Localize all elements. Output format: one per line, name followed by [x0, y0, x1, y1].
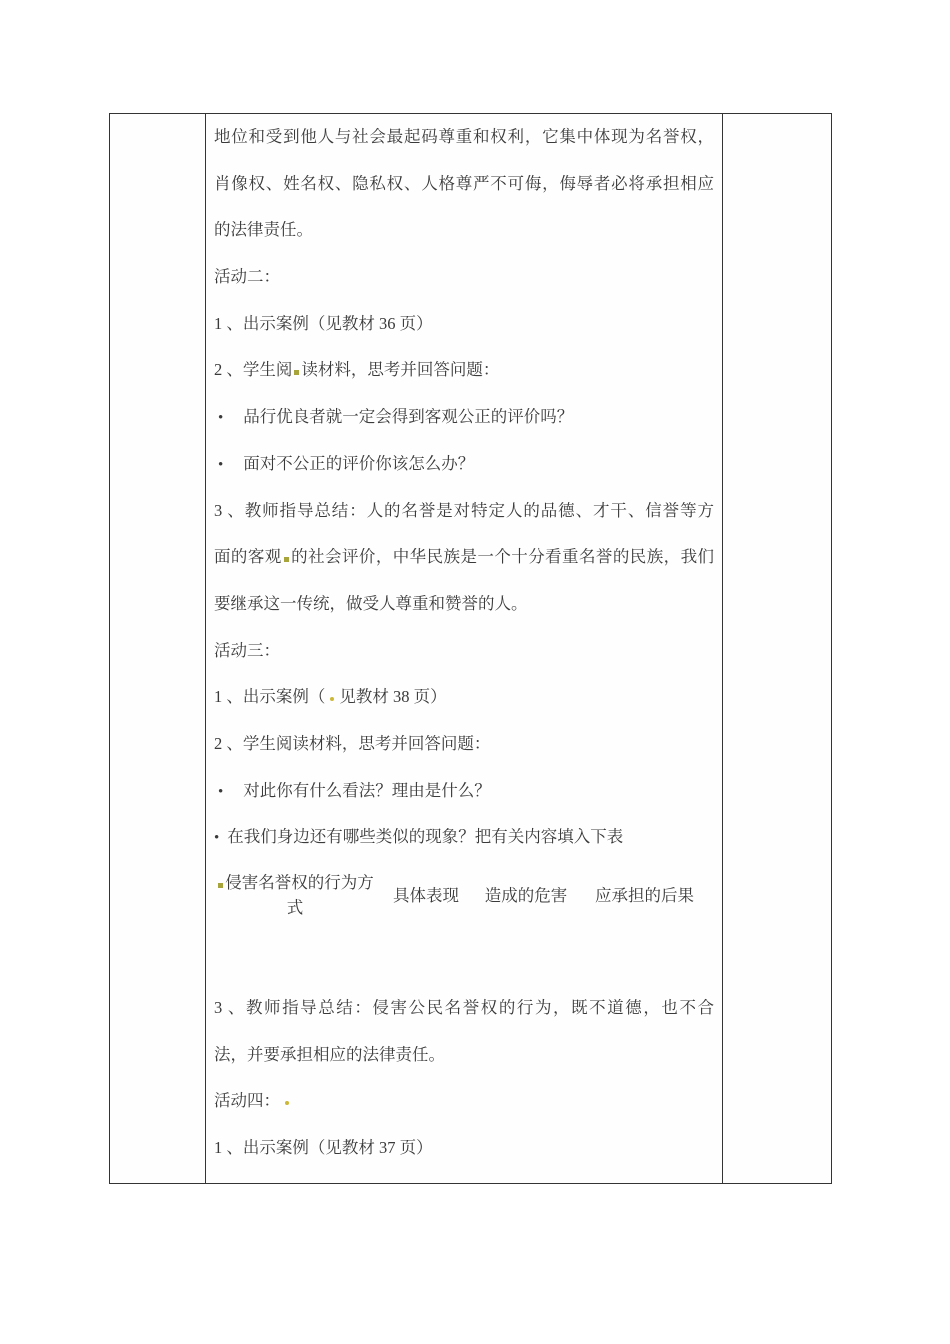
paragraph-line: [206, 534, 722, 581]
paragraph-line: 肖像权、姓名权、隐私权、人格尊严不可侮，侮辱者必将承担相应: [214, 173, 714, 193]
paragraph-line: 活动三：: [214, 640, 280, 660]
proofing-mark-icon: [218, 883, 223, 888]
paragraph-line: [206, 814, 722, 861]
text-segment: 品行优良者就一定会得到客观公正的评价吗？: [243, 407, 574, 427]
text-segment: 在我们身边还有哪些类似的现象？把有关内容填入下表: [227, 827, 624, 847]
paragraph-line: [206, 441, 722, 488]
paragraph-line: 要继承这一传统，做受人尊重和赞誉的人。: [214, 593, 528, 613]
inner-table-header-cell: 应承担的后果: [595, 885, 694, 905]
proofing-mark-icon: [330, 697, 334, 701]
paragraph-line: [206, 347, 722, 394]
text-segment: 面对不公正的评价你该怎么办？: [243, 453, 475, 473]
paragraph-line: 3 、教师指导总结：侵害公民名誉权的行为，既不道德，也不合: [214, 998, 714, 1017]
text-segment: 面的客观: [214, 547, 282, 567]
content-lines: [206, 114, 722, 1172]
paragraph-line: 的法律责任。: [214, 220, 313, 240]
bullet-icon: •: [218, 410, 224, 427]
bullet-icon: •: [218, 783, 224, 800]
paragraph-line: [206, 674, 722, 721]
inner-table-header-cell: 具体表现: [393, 885, 459, 905]
text-segment: 对此你有什么看法？理由是什么？: [243, 780, 491, 800]
text-segment: 侵害名誉权的行为方式: [225, 873, 374, 917]
table-left-cell: [110, 114, 206, 1183]
table-content-cell: [206, 114, 723, 1183]
proofing-mark-icon: [285, 1101, 289, 1105]
paragraph-line: 活动二：: [214, 267, 280, 287]
bullet-icon: •: [218, 456, 224, 473]
text-segment: 的社会评价，中华民族是一个十分看重名誉的民族，我们: [290, 547, 715, 567]
proofing-mark-icon: [284, 557, 289, 562]
paragraph-line: [206, 768, 722, 815]
paragraph-line: 2 、学生阅读材料，思考并回答问题：: [214, 733, 491, 753]
lesson-plan-table: [109, 113, 832, 1184]
paragraph-line: [206, 1078, 722, 1125]
text-segment: 活动四：: [214, 1091, 280, 1111]
paragraph-line: 1 、出示案例（见教材 36 页）: [214, 313, 433, 333]
bullet-icon: •: [214, 830, 220, 847]
text-segment: 见教材 38 页）: [339, 687, 447, 707]
table-right-cell: [723, 114, 831, 1183]
inner-table-header-cell: [214, 870, 376, 920]
text-segment: 读材料，思考并回答问题：: [301, 360, 500, 380]
text-segment: 1 、出示案例（: [214, 687, 326, 707]
inner-table-header-cell: 造成的危害: [484, 885, 568, 905]
inner-table-empty-body: [206, 923, 722, 985]
paragraph-line: [206, 394, 722, 441]
paragraph-line: 法，并要承担相应的法律责任。: [214, 1044, 445, 1064]
text-segment: 2 、学生阅: [214, 360, 293, 380]
paragraph-line: 地位和受到他人与社会最起码尊重和权利，它集中体现为名誉权，: [214, 127, 714, 146]
paragraph-line: 1 、出示案例（见教材 37 页）: [214, 1138, 433, 1158]
inner-table-header-row: [206, 867, 722, 923]
proofing-mark-icon: [294, 370, 299, 375]
paragraph-line: 3 、教师指导总结：人的名誉是对特定人的品德、才干、信誉等方: [214, 500, 714, 520]
